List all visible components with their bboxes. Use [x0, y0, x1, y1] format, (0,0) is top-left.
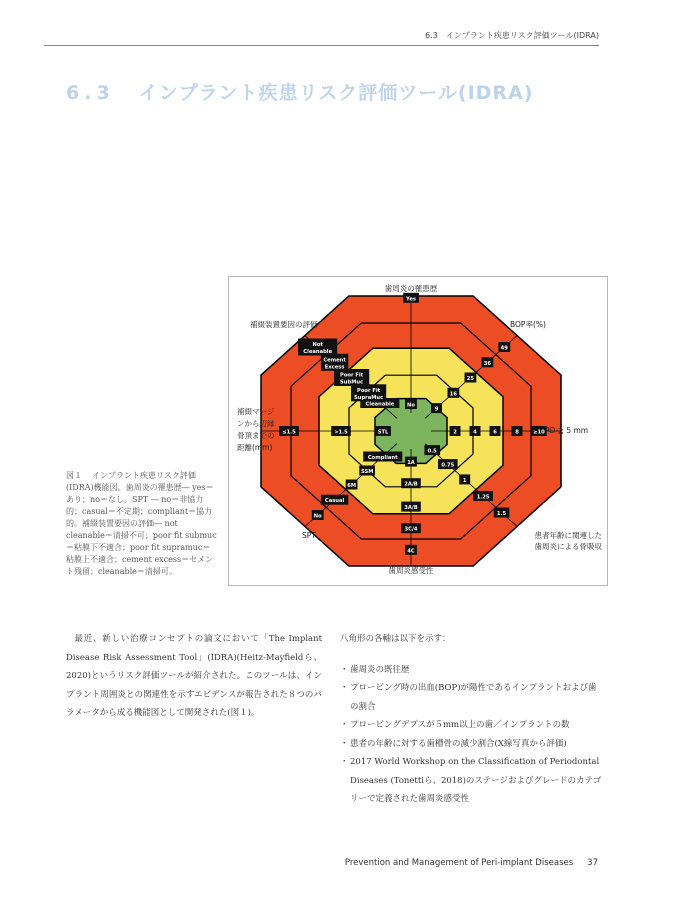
caption-text: インプラント疾患リスク評価(IDRA)機能図。歯周炎の罹患歴― yes＝あり；no＝なし。SPT ― no＝非協力的；casual＝不定期；compliant＝協力的。補綴装置要因の評価― not cleanable＝清掃不可；poor fit submuc＝粘膜下不適合；poor fit supramuc＝粘膜上不適合；cement excess＝セメント残留；cleanable＝清掃可。 [66, 471, 217, 576]
axis-mark-top-right [431, 403, 442, 413]
axis-label-bottom-left: SPT [302, 531, 316, 540]
axis-mark-top-right [448, 388, 460, 398]
footer-title: Prevention and Management of Peri-implant Diseases [344, 858, 574, 868]
section-title-text: インプラント疾患リスク評価ツール(IDRA) [138, 82, 534, 104]
body-paragraph: 最近、新しい治療コンセプトの論文において「The Implant Disease Risk Assessment Tool」(IDRA)(Heitz-Mayfieldら、2020)というリスク評価ツールが紹介された。このツールは、インプラント周囲炎との関連性を示すエビデンスが報告された８つのパラメータから成る機能図として開発された(図１)。 [66, 634, 322, 718]
axis-mark-bottom-left [363, 452, 402, 462]
axis-label-right: PD ≧ 5 mm [545, 426, 589, 435]
axes-list-item: ・ 歯周炎の既往歴 [340, 661, 602, 680]
axis-mark-bottom [401, 523, 421, 533]
axis-mark-top-left [334, 369, 369, 386]
body-left-column [66, 630, 322, 723]
axis-mark-top-right [465, 373, 477, 383]
axes-list [340, 661, 602, 809]
body-right-column [340, 630, 602, 809]
figure-caption [66, 470, 218, 578]
axis-mark-right [490, 426, 501, 436]
axis-mark-top-right [498, 342, 510, 352]
axis-mark-bottom-left [359, 466, 375, 476]
axis-mark-right [450, 426, 461, 436]
axis-mark-value: 4C [407, 548, 415, 555]
axis-mark-value: 6 [493, 429, 497, 436]
axis-mark-value: Excess [324, 364, 345, 371]
axis-mark-top [405, 399, 417, 409]
axis-mark-bottom-right [438, 459, 458, 469]
axis-label-bottom-right-1: 患者年齢に関連した [534, 531, 602, 540]
axis-mark-value: 25 [466, 376, 475, 382]
axis-mark-value: 9 [434, 406, 439, 413]
axis-mark-value: Cleanable [303, 349, 333, 355]
axis-mark-top-left [351, 384, 386, 401]
axis-mark-value: 3C/4 [404, 526, 418, 533]
axes-intro: 八角形の各軸は以下を示す： [340, 634, 451, 644]
page-number: 37 [587, 858, 598, 868]
axis-mark-value: 1.5 [496, 511, 507, 517]
axis-mark-value: 2 [453, 429, 457, 436]
axis-mark-value: Compliant [367, 455, 398, 461]
axis-mark-bottom-right [459, 474, 470, 484]
axes-list-item: ・ 患者の年齢に対する歯槽骨の減少割合(X線写真から評価) [340, 735, 602, 754]
axis-mark-value: Poor Fit [357, 387, 381, 394]
axis-mark-value: Not [312, 342, 323, 348]
axis-label-bottom-right-2: 歯周炎による骨吸収 [534, 542, 602, 551]
axis-label-left-3: 骨頂までの [237, 431, 275, 440]
axis-mark-bottom [405, 457, 417, 467]
axis-mark-value: No [313, 513, 322, 520]
axis-mark-right [470, 426, 481, 436]
axis-mark-value: Cement [323, 357, 346, 364]
axis-mark-value: No [407, 402, 415, 409]
axis-mark-value: SubMuc [340, 379, 364, 386]
axis-mark-value: ≥10 [533, 429, 545, 436]
axis-label-top-right: BOP率(%) [510, 320, 546, 329]
axis-mark-bottom-right [494, 508, 510, 518]
running-head: 6.3 インプラント疾患リスク評価ツール(IDRA) [44, 30, 599, 46]
section-title [66, 78, 533, 105]
axis-mark-value: 16 [449, 391, 458, 398]
axis-mark-value: 6M [347, 483, 356, 489]
axis-mark-top [403, 293, 419, 303]
axis-mark-value: 1 [462, 477, 467, 484]
axis-mark-value: 3A/B [404, 505, 418, 512]
axis-mark-bottom-left [321, 495, 348, 505]
axis-mark-value: 1A [407, 460, 415, 467]
axis-mark-value: 0.75 [441, 462, 455, 469]
axis-mark-bottom [401, 502, 421, 512]
axis-label-bottom: 歯周炎感受性 [388, 566, 434, 575]
axis-mark-value: Casual [324, 498, 345, 505]
axis-mark-top-left [298, 339, 337, 356]
axis-mark-value: SSM [360, 469, 374, 475]
axis-mark-bottom-right [424, 445, 440, 455]
axis-mark-bottom [405, 545, 417, 555]
axis-mark-left [375, 426, 391, 436]
axis-label-left-1: 補綴マージ [237, 407, 275, 416]
axis-label-top-left: 補綴装置要因の評価 [250, 320, 318, 329]
axis-mark-value: 4 [473, 429, 477, 436]
axis-mark-bottom [401, 478, 421, 488]
axis-label-left-4: 距離(mm) [237, 443, 273, 452]
page-footer [300, 858, 598, 868]
axis-mark-value: Yes [406, 296, 416, 303]
axis-mark-value: >1.5 [334, 429, 348, 436]
axis-mark-top-right [482, 357, 494, 367]
axis-mark-left [279, 426, 299, 436]
axes-list-item: ・ プロービングデプスが５mm以上の歯／インプラントの数 [340, 716, 602, 735]
axis-mark-value: SupraMuc [354, 394, 384, 401]
axis-label-top: 歯周炎の罹患歴 [384, 284, 438, 293]
axis-mark-value: 1.25 [476, 494, 490, 501]
axis-mark-value: 0.5 [427, 448, 437, 455]
axis-mark-value: 2A/B [404, 481, 418, 488]
axis-mark-bottom-right [473, 491, 493, 501]
axis-mark-right [512, 426, 523, 436]
axis-mark-value: 8 [515, 429, 519, 436]
axes-list-item: ・ プロービング時の出血(BOP)が陽性であるインプラントおよび歯の割合 [340, 679, 602, 716]
axis-mark-value: Poor Fit [340, 372, 364, 379]
axis-label-left-2: ンから辺縁 [237, 419, 275, 428]
idra-figure [228, 276, 608, 586]
axis-mark-left [331, 426, 351, 436]
caption-label: 図１ [66, 471, 82, 480]
axis-mark-bottom-left [346, 480, 358, 490]
axis-mark-bottom-left [312, 510, 324, 520]
section-number: 6.3 [66, 82, 115, 104]
axes-list-item: ・ 2017 World Workshop on the Classification of Periodontal Diseases (Tonettiら、2018)のステージおよびグレードのカテゴリーで定義された歯周炎感受性 [340, 753, 602, 809]
idra-octagon-diagram [228, 276, 608, 586]
axis-mark-value: ≤1.5 [282, 429, 296, 436]
axis-mark-value: STL [377, 429, 389, 436]
axis-mark-value: 36 [483, 360, 492, 367]
axis-mark-top-left [321, 354, 348, 371]
axis-mark-value: 49 [500, 345, 508, 352]
axis-mark-value: Cleanable [365, 401, 395, 408]
